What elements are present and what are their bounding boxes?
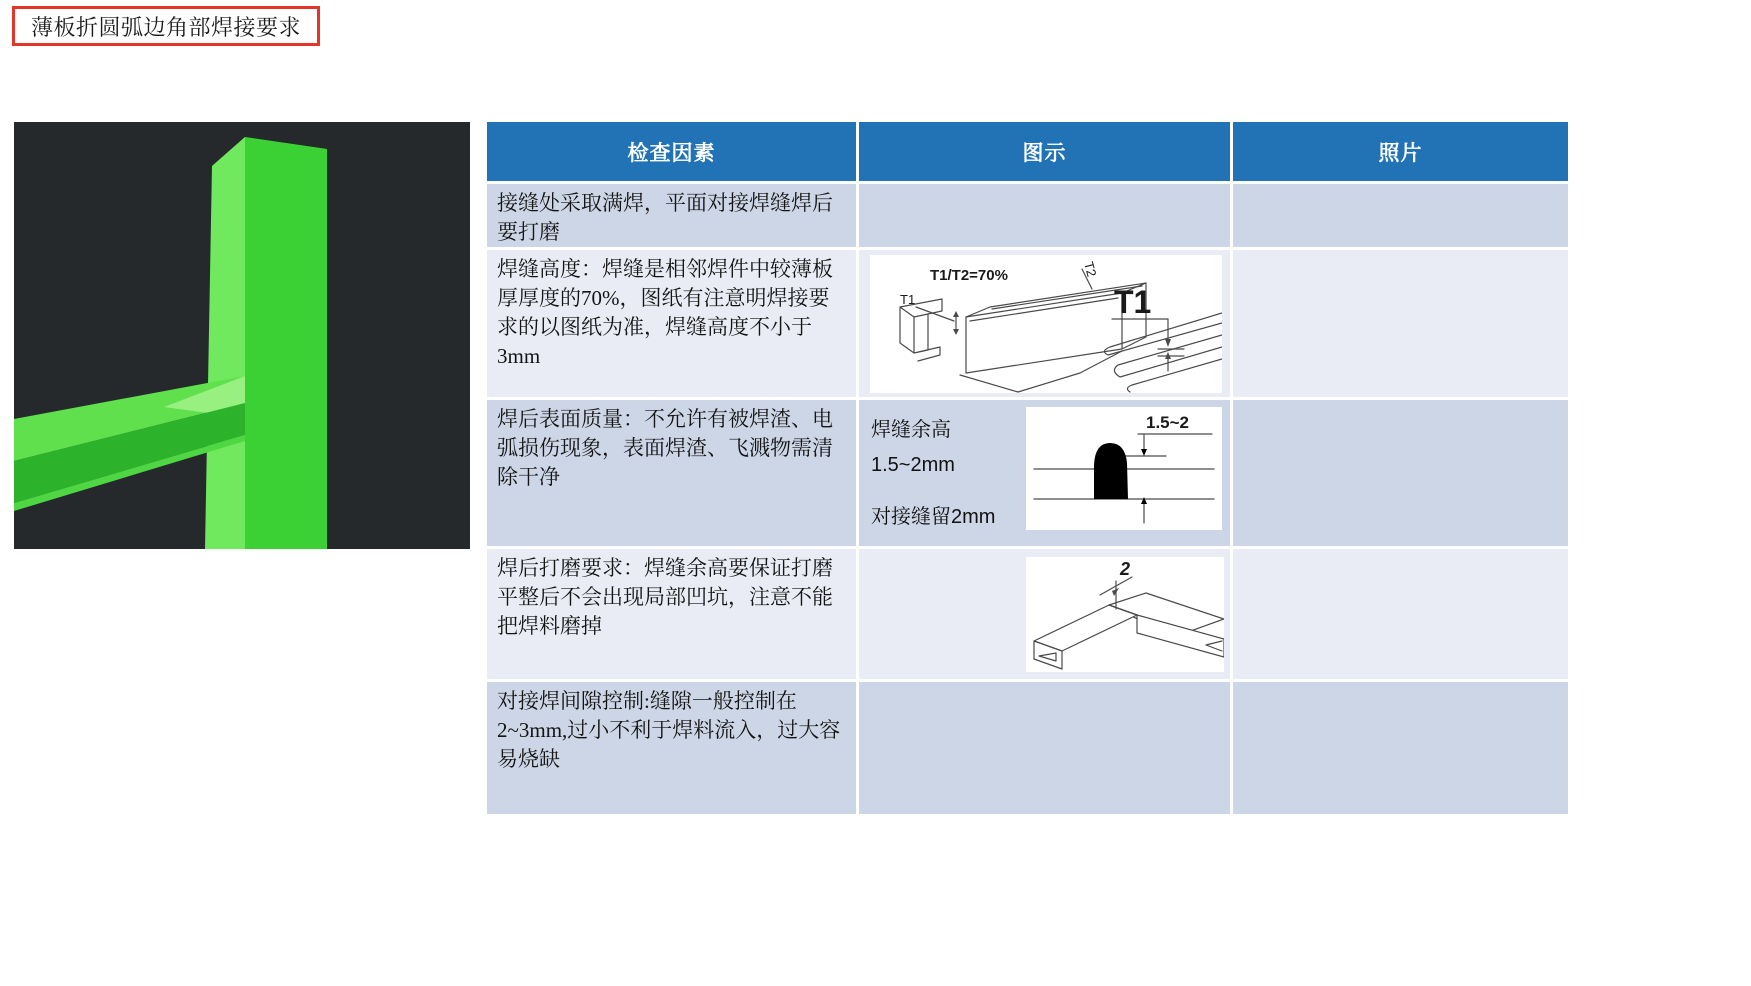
header-illustration-label: 图示 (1022, 141, 1067, 165)
t2-label: T2 (1081, 259, 1100, 279)
weld-height-diagram (870, 255, 1222, 393)
bead-height-dimension: 1.5~2 (1146, 413, 1190, 432)
caption-weld-reinforcement: 焊缝余高 (871, 419, 951, 441)
row3-factor: 焊后表面质量：不允许有被焊渣、电弧损伤现象，表面焊渣、飞溅物需清除干净 (487, 400, 856, 546)
row1-illustration-cell (859, 184, 1230, 247)
row4-illustration-cell (859, 549, 1230, 679)
caption-butt-gap: 对接缝留2mm (871, 506, 996, 528)
row2-factor: 焊缝高度：焊缝是相邻焊件中较薄板厚厚度的70%，图纸有注意明焊接要求的以图纸为准，焊缝高度不小于3mm (487, 250, 856, 397)
row5-illustration-cell (859, 682, 1230, 814)
page-title: 薄板折圆弧边角部焊接要求 (31, 14, 302, 40)
corner-grinding-diagram (1026, 557, 1224, 672)
weld-reinforcement-caption (859, 400, 1026, 546)
header-illustration (859, 122, 1230, 181)
caption-value-range: 1.5~2mm (871, 454, 955, 476)
row5-factor: 对接焊间隙控制:缝隙一般控制在2~3mm,过小不利于焊料流入，过大容易烧缺 (487, 682, 856, 814)
row3-photo-cell (1233, 400, 1568, 546)
page-title-box (12, 6, 320, 46)
weld-bead-diagram (1026, 407, 1222, 530)
row2-photo-cell (1233, 250, 1568, 397)
row4-factor: 焊后打磨要求：焊缝余高要保证打磨平整后不会出现局部凹坑，注意不能把焊料磨掉 (487, 549, 856, 679)
cad-3d-view (14, 122, 470, 549)
row2-illustration-cell (859, 250, 1230, 397)
header-photo (1233, 122, 1568, 181)
t1-t2-ratio-label: T1/T2=70% (930, 267, 1008, 284)
row4-photo-cell (1233, 549, 1568, 679)
row1-photo-cell (1233, 184, 1568, 247)
header-factor-label: 检查因素 (627, 141, 716, 165)
inspection-table (487, 122, 1568, 814)
row5-photo-cell (1233, 682, 1568, 814)
t1-big-label: T1 (1114, 284, 1152, 320)
header-factor (487, 122, 856, 181)
row3-illustration-cell (859, 400, 1230, 546)
t1-label: T1 (900, 292, 916, 307)
green-tjoint-model-image (14, 122, 470, 549)
gap-dimension: 2 (1120, 559, 1131, 579)
row1-factor: 接缝处采取满焊，平面对接焊缝焊后要打磨 (487, 184, 856, 247)
header-photo-label: 照片 (1378, 141, 1423, 165)
